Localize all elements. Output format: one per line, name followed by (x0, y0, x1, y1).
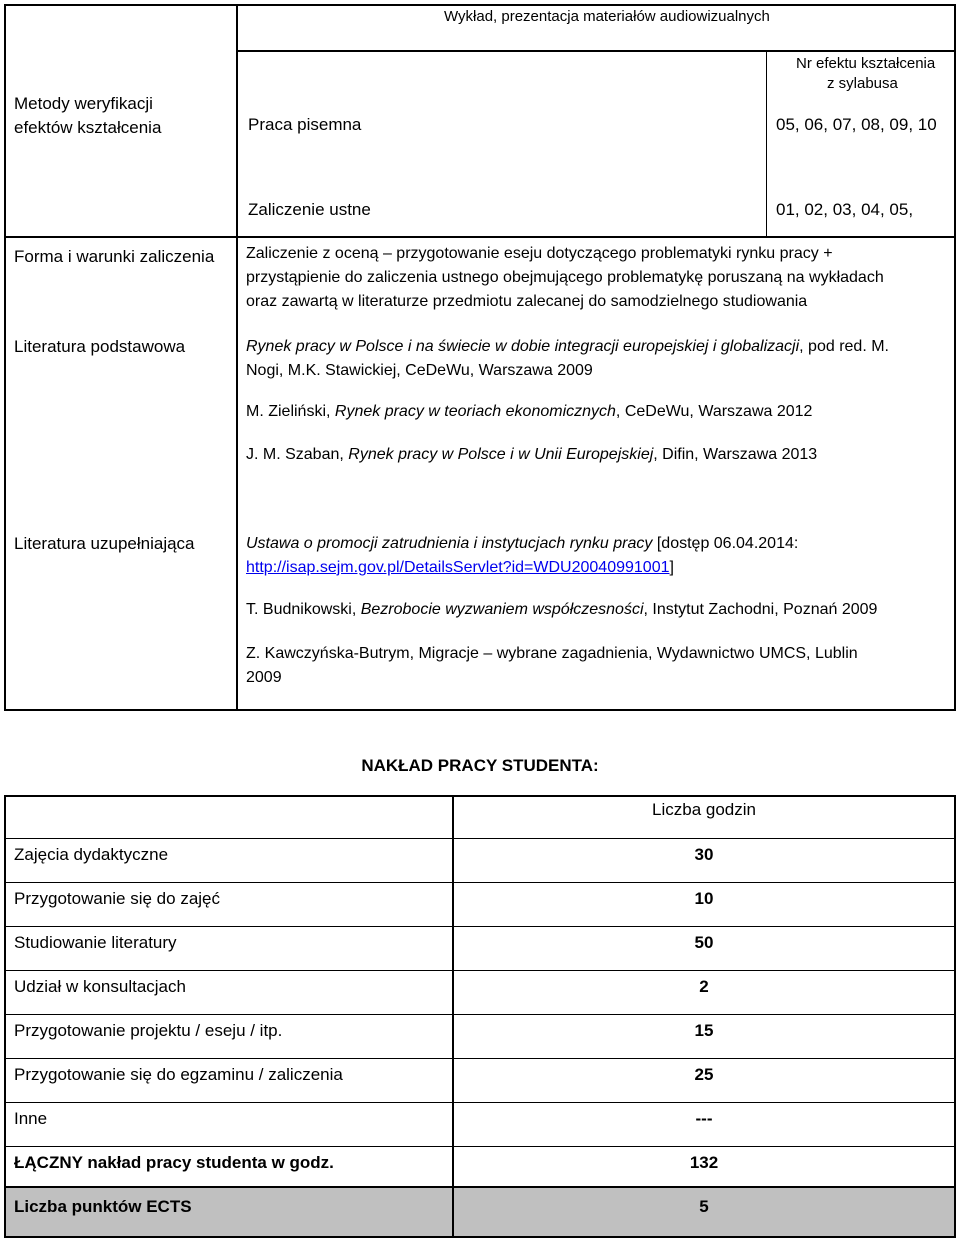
lit-uzup-item3-line2: 2009 (246, 669, 282, 686)
lit-uzup-item2-title: Bezrobocie wyzwaniem współczesności (360, 601, 644, 618)
lit-podst-label: Literatura podstawowa (14, 337, 186, 356)
method-oral-exam: Zaliczenie ustne (248, 200, 371, 219)
lit-uzup-item1-rest: [dostęp 06.04.2014: (652, 535, 799, 552)
teaching-methods-text: Wykład, prezentacja materiałów audiowizualnych (444, 8, 770, 25)
workload-row-label: Studiowanie literatury (14, 933, 177, 952)
lit-uzup-item2-author: T. Budnikowski, (246, 601, 361, 618)
lit-podst-item3-title: Rynek pracy w Polsce i w Unii Europejskiej (348, 446, 654, 463)
workload-row-value: 2 (699, 977, 709, 996)
lit-podst-item1-rest-a: , pod red. M. (799, 338, 889, 355)
lit-uzup-item1-link-line (246, 556, 674, 580)
outcome-numbers-written-work: 05, 06, 07, 08, 09, 10 (776, 115, 937, 134)
outcome-number-header-line1: Nr efektu kształcenia (796, 55, 936, 72)
lit-uzup-label: Literatura uzupełniająca (14, 534, 195, 553)
lit-uzup-item1 (246, 532, 798, 556)
workload-row-label: Udział w konsultacjach (14, 977, 186, 996)
lit-podst-item2-title: Rynek pracy w teoriach ekonomicznych (334, 403, 616, 420)
total-label: ŁĄCZNY nakład pracy studenta w godz. (14, 1153, 334, 1172)
ects-value: 5 (699, 1197, 709, 1216)
workload-row-label: Przygotowanie się do egzaminu / zaliczenia (14, 1065, 343, 1084)
lit-uzup-item3-line1: Z. Kawczyńska-Butrym, Migracje – wybrane zagadnienia, Wydawnictwo UMCS, Lublin (246, 645, 858, 662)
verification-label-line2: efektów kształcenia (14, 118, 162, 137)
workload-row-label: Przygotowanie projektu / eseju / itp. (14, 1021, 283, 1040)
lit-podst-item2-rest: , CeDeWu, Warszawa 2012 (615, 403, 813, 420)
lit-podst-item3 (246, 443, 817, 467)
forma-label: Forma i warunki zaliczenia (14, 247, 215, 266)
forma-line1: Zaliczenie z oceną – przygotowanie eseju dotyczącego problematyki rynku pracy + (246, 245, 833, 262)
workload-row-label: Inne (14, 1109, 48, 1128)
workload-row-value: 25 (694, 1065, 714, 1084)
workload-row-value: 15 (694, 1021, 714, 1040)
forma-line3: oraz zawartą w literaturze przedmiotu zalecanej do samodzielnego studiowania (246, 293, 808, 310)
lit-podst-item1 (246, 335, 889, 359)
workload-row-value: --- (695, 1109, 713, 1128)
lit-uzup-item2-rest: , Instytut Zachodni, Poznań 2009 (643, 601, 878, 618)
verification-label-line1: Metody weryfikacji (14, 94, 153, 113)
lit-podst-item3-rest: , Difin, Warszawa 2013 (653, 446, 818, 463)
lit-uzup-item1-title: Ustawa o promocji zatrudnienia i instytucjach rynku pracy (246, 535, 653, 552)
ects-label: Liczba punktów ECTS (14, 1197, 192, 1216)
workload-row-value: 30 (694, 845, 714, 864)
workload-title: NAKŁAD PRACY STUDENTA: (361, 756, 599, 775)
outcome-number-header-line2: z sylabusa (827, 75, 898, 92)
lit-podst-item2 (246, 400, 812, 424)
workload-row-label: Zajęcia dydaktyczne (14, 845, 169, 864)
outcome-numbers-oral-exam: 01, 02, 03, 04, 05, (776, 200, 914, 219)
workload-row-label: Przygotowanie się do zajęć (14, 889, 221, 908)
lit-uzup-item1-close: ] (669, 559, 674, 576)
workload-row-value: 10 (694, 889, 714, 908)
lit-podst-item1-title: Rynek pracy w Polsce i na świecie w dobie integracji europejskiej i globalizacji (246, 338, 800, 355)
hours-header: Liczba godzin (652, 800, 756, 819)
forma-line2: przystąpienie do zaliczenia ustnego obejmującego problematykę poruszaną na wykładach (246, 269, 884, 286)
total-value: 132 (689, 1153, 719, 1172)
lit-podst-item1-cont: Nogi, M.K. Stawickiej, CeDeWu, Warszawa 2009 (246, 362, 593, 379)
lit-uzup-item2 (246, 598, 877, 622)
workload-row-value: 50 (694, 933, 714, 952)
method-written-work: Praca pisemna (248, 115, 362, 134)
lit-podst-item3-author: J. M. Szaban, (246, 446, 349, 463)
lit-uzup-item1-link[interactable]: http://isap.sejm.gov.pl/DetailsServlet?id=WDU20040991001 (246, 559, 670, 576)
lit-podst-item2-author: M. Zieliński, (246, 403, 335, 420)
